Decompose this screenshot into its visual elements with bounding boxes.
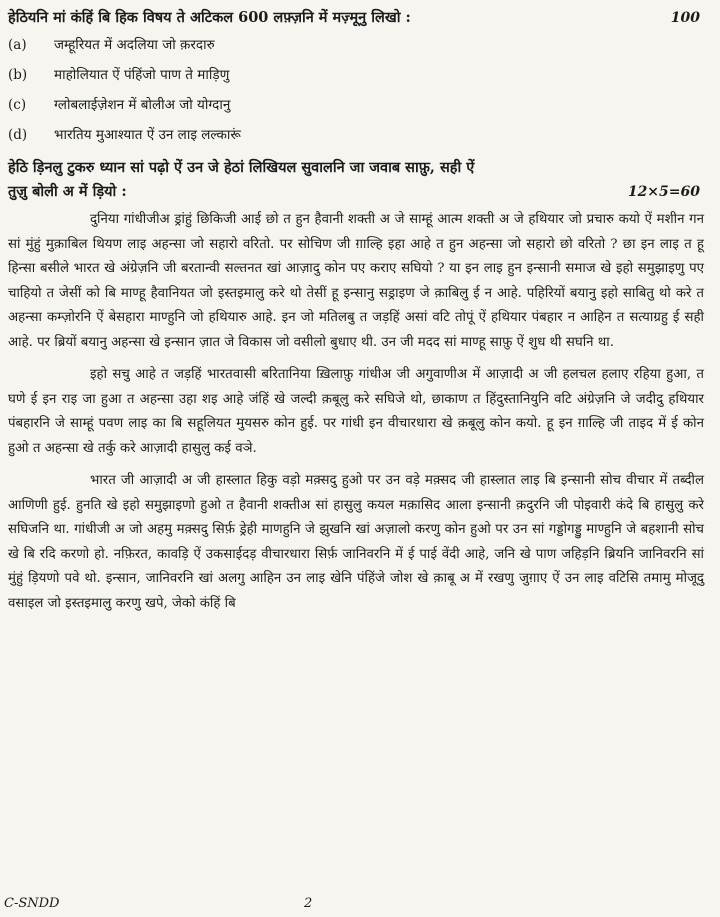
question2-heading-line2: तुज़ु बोली अ में ड़ियो :: [8, 183, 127, 200]
question2-header: [8, 156, 704, 204]
page-number: 2: [304, 896, 313, 911]
question1-marks: 100: [670, 10, 700, 26]
option-label: (d): [8, 127, 28, 143]
option-item: [8, 66, 704, 84]
question2-marks: 12×5=60: [627, 184, 700, 200]
option-text: माहोलियात ऐं पंहिंजो पाण ते माड़िणु: [54, 67, 230, 83]
option-label: (c): [8, 97, 27, 113]
option-text: भारतिय मुआश्यात ऐं उन लाइ लल्कारूं: [54, 127, 241, 143]
option-text: ग्लोबलाईज़ेशन में बोलीअ जो योग्दानु: [54, 97, 231, 113]
page-footer: [4, 896, 704, 916]
question2-heading-row: [8, 180, 704, 204]
option-item: [8, 36, 704, 54]
option-label: (a): [8, 37, 27, 53]
question1-options: [8, 36, 704, 144]
question1-heading: हेठियनि मां कंहिं बि हिक विषय ते अटिकल 600 लफ़्ज़नि में मज़्मूनु लिखो :: [8, 9, 411, 26]
passage-paragraph-2: इहो सचु आहे त जड़हिं भारतवासी बरितानिया ख़िलाफ़ु गांधीअ जी अगुवाणीअ में आज़ादी अ जी हलचल हलाए रहिया हुआ, त घणे ई इन राइ जा हुआ त अहन्सा उहा शइ आहे जंहिं खे जल्दी क़बूलु करे सघिजे थो, छाकाण त हिंदुस्तानियुनि वटि अंग्रेज़नि जे जदीदु हथियार पंबहारनि जे साम्हूं पवण लाइ का बि सहूलियत मुयसरु कोन हुई. पर गांधी इन वीचारधारा खे क़बूलु कोन कयो. हू इन ग़ाल्हि जी ताइद में ई कोन हुओ त अहन्सा खे तर्कु करे आज़ादी हासुलु कई वञे.: [8, 367, 704, 456]
passage-paragraph-1: दुनिया गांधीजीअ ड्रांहुं छिकिजी आई छो त हुन हैवानी शक्ती अ जे साम्हूं आत्म शक्ती अ जे हथियार जो प्रचारु कयो ऐं मशीन गन सां मुंहुं मुक़ाबिल थियण लाइ अहन्सा जो सहारो वरितो. पर सोचिण जी ग़ाल्हि इहा आहे त हुन अहन्सा जो सहारो छो वरितो ? छा इन लाइ त हू हिन्सा बसीले भारत खे अंग्रेज़नि जी बरतान्वी सल्तनत खां आज़ादु कोन पए कराए सघियो ? या इन लाइ हुन इन्सानी समाज खे इहो समुझाइणु पए चाहियो त जेसीं को बि माण्हू हैवानियत जो इस्तइमालु करे थो तेसीं हू इन्सानु सड्राइण जे क़ाबिलु ई न आहे. पहिरियों बयानु इहो साबितु थो करे त अहन्सा कम्ज़ोरनि ऐं बेसहारा माण्हुनि जो हथियारु आहे. इन जो मतिलबु त जड़हिं असां वटि तोपूं ऐं हथियार पंबहार न आहिन त सत्याग्रहु ई सही आहे. पर ब्रियों बयानु अहन्सा खे इन्सान ज़ात जे विकास जो वसीलो बुधाए थी. उन जी मदद सां माण्हू साफ़ु ऐं शुध थी सघनि था.: [8, 212, 704, 350]
option-item: [8, 126, 704, 144]
option-text: जम्हूरियत में अदलिया जो क़रदारु: [54, 37, 215, 53]
option-label: (b): [8, 67, 28, 83]
passage-paragraph-3: भारत जी आज़ादी अ जी हास्लात हिकु वड़ो मक़्सदु हुओ पर उन वड़े मक़्सद जी हास्लात लाइ बि इन्सानी सोच वीचार में तब्दील आणिणी हुई. हुनति खे इहो समुझाइणो हुओ त हैवानी शक्तीअ सां हासुलु कयल मक़ासिद आला इन्सानी क़दुरनि जी पोइवारी कंदे बि हासुलु करे सघिजनि था. गांधीजी अ जो अहमु मक़्सदु सिर्फ़ ड्रेही माणहुनि जे झुखनि खां अज़ालो करणु कोन हुओ पर उन सां गड्डोगड्डु माण्हुनि जे बहशानी सोच खे बि रदि करणो हो. नफ़िरत, कावड़ि ऐं उकसाईदड़ वीचारधारा सिर्फ़ जानिवरनि में ई पाई वेंदी आहे, जनि खे पाण जहिड़नि ब्रियनि जानिवरनि सां मुंहुं ड़ियणो पवे थो. इन्सान, जानिवरनि खां अलगु आहिन उन लाइ खेनि पंहिंजे जोश खे क़ाबू अ में रखणु जुग़ाए ऐं उन लाइ वटिसि तमामु मोजूदु वसाइल जो इस्तइमालु करणु खपे, जेको कंहिं बि: [8, 473, 704, 611]
option-item: [8, 96, 704, 114]
question1-header: [8, 8, 704, 28]
paper-code: C-SNDD: [4, 896, 60, 911]
question2-heading-line1: हेठि ड़िनलु टुकरु ध्यान सां पढ़ो ऐं उन जे हेठां लिखियल सुवालनि जा जवाब साफ़ु, सही ऐं: [8, 159, 475, 176]
